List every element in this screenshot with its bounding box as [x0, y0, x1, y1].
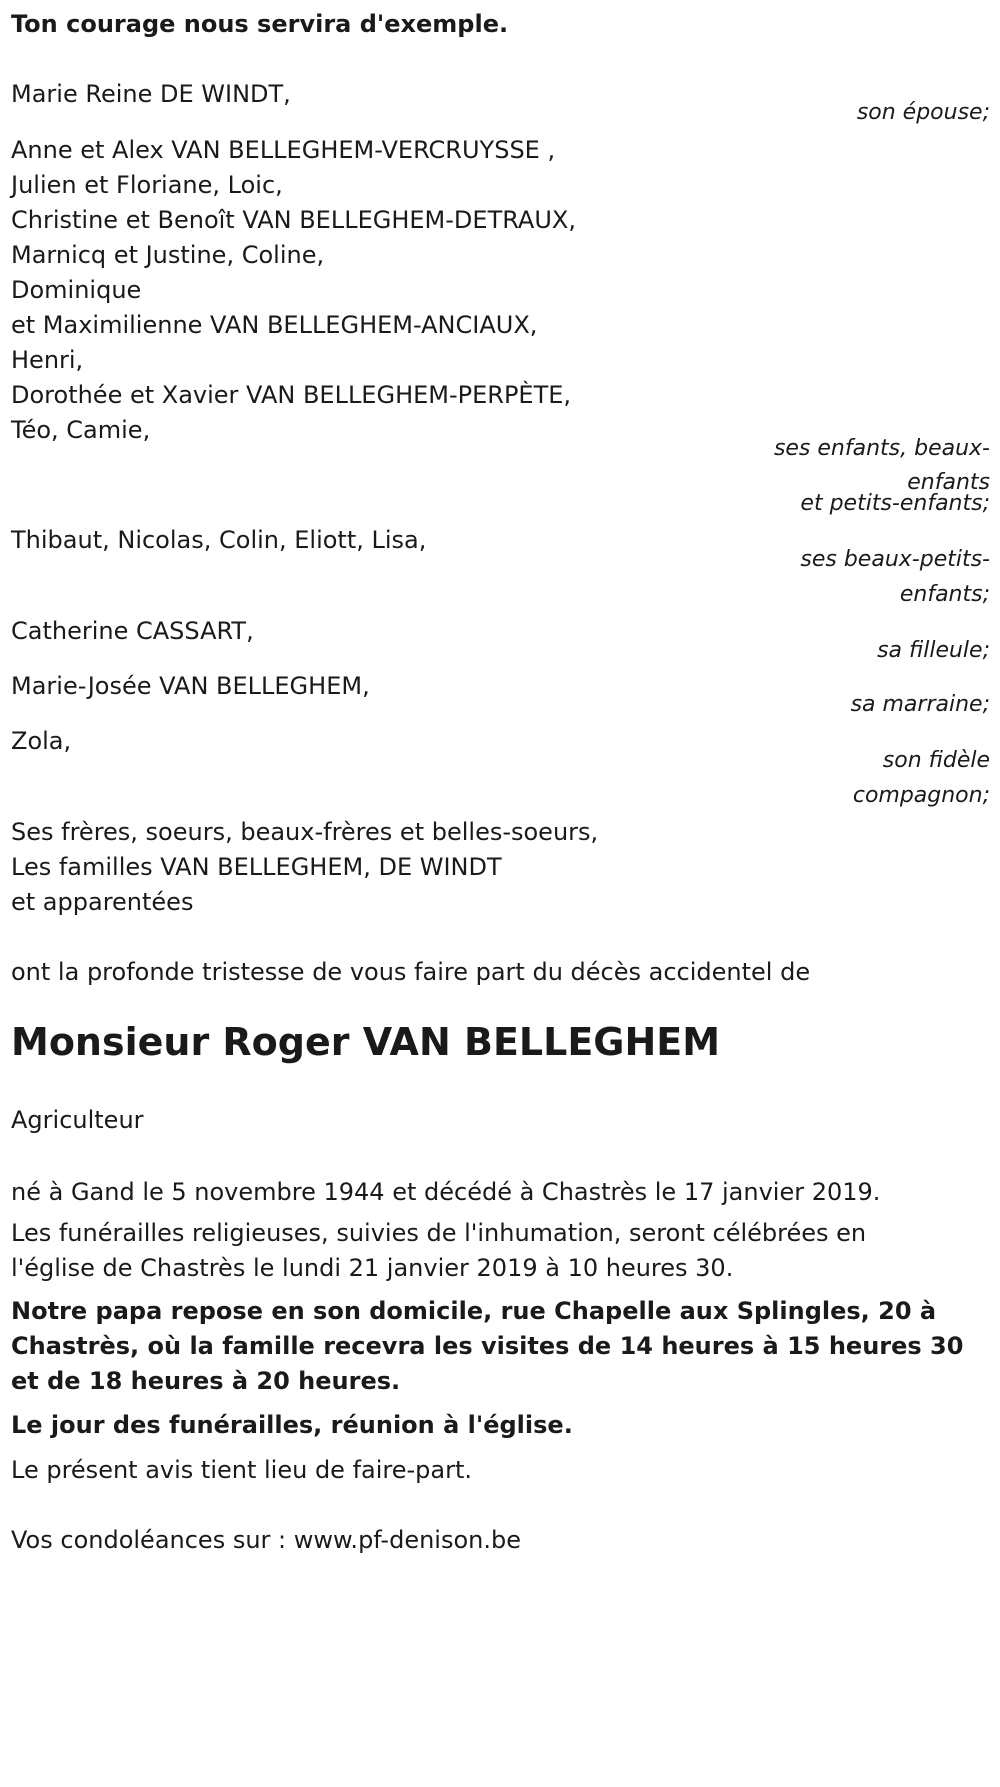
family-line: Ses frères, soeurs, beaux-frères et belles-soeurs, [11, 818, 599, 846]
profession: Agriculteur [11, 1106, 144, 1134]
notice-line: Le présent avis tient lieu de faire-part. [11, 1456, 473, 1484]
visitation-line: et de 18 heures à 20 heures. [11, 1367, 401, 1395]
funeral-line: l'église de Chastrès le lundi 21 janvier 2019 à 10 heures 30. [11, 1254, 734, 1282]
relation-label: son fidèle [882, 748, 990, 773]
family-line: et apparentées [11, 888, 194, 916]
name-line: Catherine CASSART, [11, 617, 254, 645]
relation-label: sa marraine; [850, 692, 990, 717]
condolences-line: Vos condoléances sur : www.pf-denison.be [11, 1526, 521, 1554]
name-line: Julien et Floriane, Loic, [11, 171, 283, 199]
family-line: Les familles VAN BELLEGHEM, DE WINDT [11, 853, 502, 881]
name-line: Henri, [11, 346, 84, 374]
birth-death-line: né à Gand le 5 novembre 1944 et décédé à Chastrès le 17 janvier 2019. [11, 1178, 881, 1206]
relation-label: ses beaux-petits- [800, 547, 990, 572]
name-line: Dominique [11, 276, 142, 304]
name-line: Marie-Josée VAN BELLEGHEM, [11, 672, 370, 700]
name-line: Marnicq et Justine, Coline, [11, 241, 325, 269]
relation-label: compagnon; [852, 783, 990, 808]
relation-label: enfants; [899, 582, 990, 607]
visitation-line: Chastrès, où la famille recevra les visites de 14 heures à 15 heures 30 [11, 1332, 964, 1360]
announcement-text: ont la profonde tristesse de vous faire part du décès accidentel de [11, 958, 811, 986]
name-line: Christine et Benoît VAN BELLEGHEM-DETRAUX, [11, 206, 576, 234]
relation-label: ses enfants, beaux- [773, 436, 990, 461]
name-line: et Maximilienne VAN BELLEGHEM-ANCIAUX, [11, 311, 538, 339]
relation-label: sa filleule; [877, 638, 990, 663]
deceased-name: Monsieur Roger VAN BELLEGHEM [11, 1020, 721, 1064]
name-line: Thibaut, Nicolas, Colin, Eliott, Lisa, [11, 526, 427, 554]
relation-label: enfants [907, 470, 990, 495]
name-line: Anne et Alex VAN BELLEGHEM-VERCRUYSSE , [11, 136, 556, 164]
meeting-line: Le jour des funérailles, réunion à l'église. [11, 1411, 573, 1439]
relation-label: son épouse; [856, 100, 990, 125]
motto: Ton courage nous servira d'exemple. [11, 10, 509, 38]
name-line: Marie Reine DE WINDT, [11, 80, 291, 108]
name-line: Zola, [11, 727, 72, 755]
relation-label: et petits-enfants; [800, 491, 990, 516]
visitation-line: Notre papa repose en son domicile, rue Chapelle aux Splingles, 20 à [11, 1297, 937, 1325]
name-line: Dorothée et Xavier VAN BELLEGHEM-PERPÈTE, [11, 381, 572, 409]
name-line: Téo, Camie, [11, 416, 151, 444]
funeral-line: Les funérailles religieuses, suivies de l'inhumation, seront célébrées en [11, 1219, 867, 1247]
